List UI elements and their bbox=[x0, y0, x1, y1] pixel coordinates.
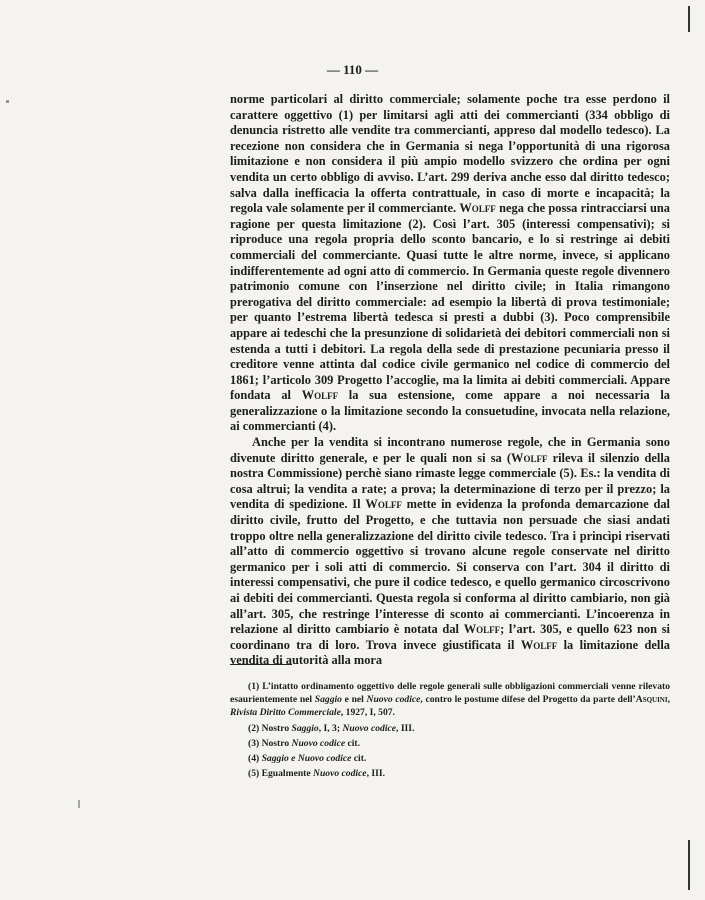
footnote-4: (4) Saggio e Nuovo codice cit. bbox=[248, 753, 367, 765]
author-name: Wolff bbox=[520, 637, 558, 652]
scan-edge-line bbox=[688, 6, 690, 32]
footnote-5: (5) Egualmente Nuovo codice, III. bbox=[248, 768, 385, 780]
scan-speck bbox=[78, 800, 80, 808]
footnotes bbox=[230, 680, 670, 782]
footnote-3: (3) Nostro Nuovo codice cit. bbox=[248, 737, 361, 749]
paragraph-2: Anche per la vendita si incontrano numerose regole, che in Germania sono divenute diritto generale, e per le quali non si sa (Wolff rileva il silenzio della nostra Commissione) perchè siano rimaste legge commerciale (5). Es.: la vendita di cosa altrui; la vendita a rate; a prova; la determinazione di terzo per il prezzo; la vendita di spedizione. Il Wolff mette in evidenza la profonda demarcazione dal diritto civile, frutto del Progetto, e che tuttavia non persuade che siasi andati troppo oltre nella generalizzazione del diritto civile tedesco. Tra i princìpi riservati all’atto di commercio oggettivo si trovano alcune regole conservate nel diritto germanico per i soli atti di commercio. Si conserva con l’art. 304 il diritto di interessi compensativi, che pure il codice tedesco, e quello germanico circoscrivono ai debiti dei commercianti. Questa regola si conforma al diritto cambiario, non già all’art. 305, che restringe l’interesse di sconto ai commercianti. L’incoerenza in relazione al diritto cambiario è notata dal Wolff; l’art. 305, e quello 623 non si coordinano tra di loro. Trova invece giustificata il Wolff la limitazione della vendita di autorità alla mora bbox=[230, 435, 671, 668]
body-text bbox=[230, 92, 670, 669]
scan-speck bbox=[6, 100, 9, 103]
footnote-1: (1) L’intatto ordinamento oggettivo delle regole generali sulle obbligazioni commerciali venne rilevato esaurientemente nel Saggio e nel Nuovo codice, contro le postume difese del Progetto da parte dell’Asquini, Rivista Diritto Commerciale, 1927, I, 507. bbox=[230, 681, 670, 719]
footnote-separator bbox=[230, 664, 292, 665]
author-name: Wolff bbox=[365, 497, 402, 512]
paragraph-1: norme particolari al diritto commerciale; solamente poche tra esse perdono il carattere oggettivo (1) per limitarsi agli atti dei commercianti (334 obbligo di denuncia ristretto alle vendite tra commercianti, appreso dal modello tedesco). La recezione non considera che in Germania si nega l’opportunità di una rigorosa limitazione e non considera il più ampio modello svizzero che ordina per ogni vendita un certo obbligo di avviso. L’art. 299 deriva anche esso dal diritto tedesco; salva dalla inefficacia la offerta contrattuale, in caso di morte e incapacità; la regola vale solamente per il commerciante. Wolff nega che possa rintracciarsi una ragione per questa limitazione (2). Così l’art. 305 (interessi compensativi); si riproduce una regola propria dello sconto bancario, e lo si restringe ai debiti commerciali del commerciante. Quasi tutte le altre norme, invece, si applicano indifferentemente ad ogni atto di commercio. In Germania queste regole divennero patrimonio comune con l’inserzione nel diritto civile; in Italia rimangono prerogativa del diritto commerciale: ad esempio la libertà di prova testimoniale; per quanto l’estrema libertà tedesca si presti a dubbi (3). Poco comprensibile appare ai tedeschi che la presunzione di solidarietà dei debitori commerciali non si estenda a tutti i debitori. La regola della sede di prestazione pecuniaria presso il creditore venne attinta dal codice civile germanico nel codice di commercio del 1861; l’articolo 309 Progetto l’accoglie, ma la limita ai debiti commerciali. Appare fondata al Wolff la sua estensione, come appare a noi necessaria la generalizzazione o la limitazione secondo la consuetudine, invocata nella relazione, ai commercianti (4). bbox=[230, 92, 670, 434]
author-name: Wolff bbox=[511, 450, 548, 465]
author-name: Wolff bbox=[301, 388, 339, 403]
footnote-2: (2) Nostro Saggio, I, 3; Nuovo codice, III. bbox=[248, 722, 415, 734]
author-name: Wolff bbox=[463, 622, 501, 637]
author-name: Wolff bbox=[459, 201, 496, 216]
scan-edge-line bbox=[688, 840, 690, 890]
page-number: — 110 — bbox=[326, 62, 379, 77]
